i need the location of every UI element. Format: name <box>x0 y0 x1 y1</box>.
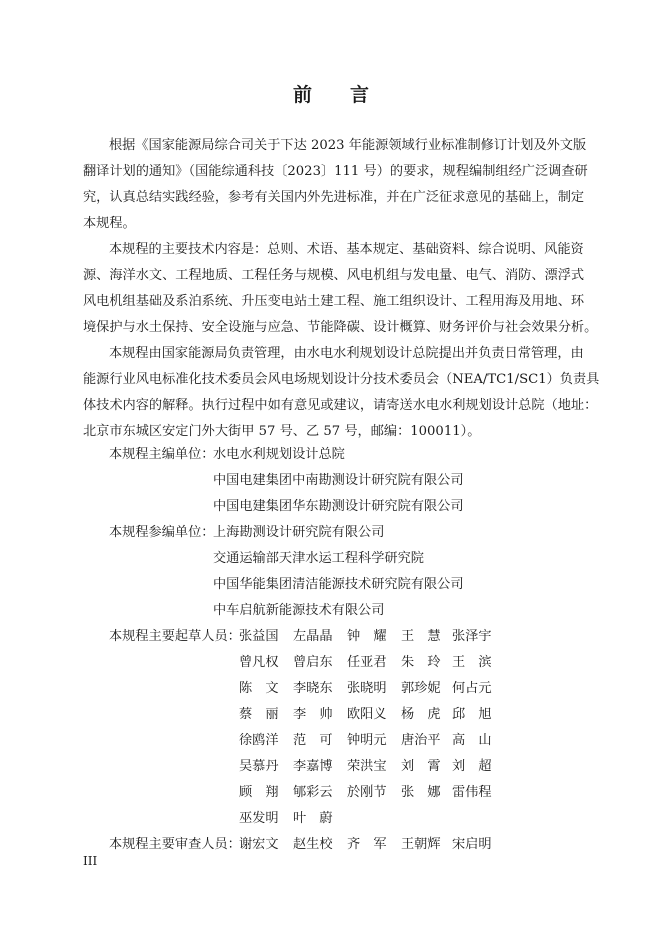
person-name: 雷伟程 <box>452 785 492 800</box>
text-line: 根据《国家能源局综合司关于下达 2023 年能源领域行业标准制修订计划及外文版 <box>109 138 587 153</box>
drafters-label: 本规程主要起草人员： <box>109 629 241 644</box>
person-name: 谢宏文 <box>239 837 279 852</box>
text-line: 本规程由国家能源局负责管理，由水电水利规划设计总院提出并负责日常管理，由 <box>109 346 584 361</box>
person-name: 吴慕丹 <box>239 759 279 774</box>
person-name: 何占元 <box>452 681 492 696</box>
reviewers-section <box>83 832 603 858</box>
person-name: 刘霄 <box>401 759 454 774</box>
page-number: III <box>83 854 98 868</box>
participating-units-label: 本规程参编单位： <box>109 525 215 540</box>
person-name: 蔡丽 <box>239 707 292 722</box>
person-name: 郭珍妮 <box>401 681 441 696</box>
chief-unit: 中国电建集团华东勘测设计研究院有限公司 <box>213 499 464 514</box>
person-name: 曾凡权 <box>239 655 279 670</box>
person-name: 李帅 <box>293 707 346 722</box>
person-name: 徐鸥洋 <box>239 733 279 748</box>
person-name: 齐军 <box>347 837 400 852</box>
person-name: 宋启明 <box>452 837 492 852</box>
drafter-row <box>83 702 603 728</box>
person-name: 张晓明 <box>347 681 387 696</box>
person-name: 唐治平 <box>401 733 441 748</box>
paragraph-basis <box>83 133 588 237</box>
paragraph-contents <box>83 237 598 341</box>
page-title <box>0 80 662 107</box>
person-name: 高山 <box>452 733 505 748</box>
reviewer-row <box>83 832 603 858</box>
drafter-row <box>83 728 603 754</box>
drafter-row <box>83 624 603 650</box>
chief-unit: 水电水利规划设计总院 <box>213 447 345 462</box>
person-name: 张益国 <box>239 629 279 644</box>
person-name: 左晶晶 <box>293 629 333 644</box>
person-name: 欧阳义 <box>347 707 387 722</box>
participating-unit: 上海勘测设计研究院有限公司 <box>213 525 385 540</box>
person-name: 杨虎 <box>401 707 454 722</box>
text-line: 本规程。 <box>83 216 136 231</box>
participating-unit: 中车启航新能源技术有限公司 <box>213 603 385 618</box>
person-name: 王朝辉 <box>401 837 441 852</box>
text-line: 体技术内容的解释。执行过程中如有意见或建议，请寄送水电水利规划设计总院（地址： <box>83 398 598 413</box>
title-char-1: 前 <box>292 84 312 106</box>
person-name: 顾翔 <box>239 785 292 800</box>
person-name: 荣洪宝 <box>347 759 387 774</box>
chief-unit: 中国电建集团中南勘测设计研究院有限公司 <box>213 473 464 488</box>
person-name: 钟耀 <box>347 629 400 644</box>
person-name: 邱旭 <box>452 707 505 722</box>
text-line: 究，认真总结实践经验，参考有关国内外先进标准，并在广泛征求意见的基础上，制定 <box>83 190 585 205</box>
person-name: 范可 <box>293 733 346 748</box>
drafter-row <box>83 676 603 702</box>
person-name: 刘超 <box>452 759 505 774</box>
person-name: 王慧 <box>401 629 454 644</box>
text-line: 源、海洋水文、工程地质、工程任务与规模、风电机组与发电量、电气、消防、漂浮式 <box>83 268 585 283</box>
person-name: 王滨 <box>452 655 505 670</box>
person-name: 陈文 <box>239 681 292 696</box>
text-line: 翻译计划的通知》（国能综通科技〔2023〕111 号）的要求，规程编制组经广泛调查研 <box>83 164 588 179</box>
person-name: 任亚君 <box>347 655 387 670</box>
preface-body <box>83 133 600 445</box>
text-line: 能源行业风电标准化技术委员会风电场规划设计分技术委员会（NEA/TC1/SC1）负责具 <box>83 372 600 387</box>
paragraph-management <box>83 341 600 445</box>
person-name: 朱玲 <box>401 655 454 670</box>
title-char-2: 言 <box>350 84 370 106</box>
drafters-section <box>83 624 603 826</box>
drafter-row <box>83 650 603 676</box>
person-name: 赵生校 <box>293 837 333 852</box>
chief-units-label: 本规程主编单位： <box>109 447 215 462</box>
person-name: 张泽宇 <box>452 629 492 644</box>
participating-unit: 中国华能集团清洁能源技术研究院有限公司 <box>213 577 464 592</box>
person-name: 李晓东 <box>293 681 333 696</box>
person-name: 郇彩云 <box>293 785 333 800</box>
drafter-row <box>83 780 603 806</box>
reviewers-label: 本规程主要审查人员： <box>109 837 241 852</box>
person-name: 钟明元 <box>347 733 387 748</box>
drafter-row <box>83 806 603 832</box>
person-name: 叶蔚 <box>293 811 346 826</box>
drafter-row <box>83 754 603 780</box>
participating-unit: 交通运输部天津水运工程科学研究院 <box>213 551 424 566</box>
text-line: 境保护与水土保持、安全设施与应急、节能降碳、设计概算、财务评价与社会效果分析。 <box>83 320 598 335</box>
person-name: 张娜 <box>401 785 454 800</box>
person-name: 曾启东 <box>293 655 333 670</box>
text-line: 北京市东城区安定门外大街甲 57 号、乙 57 号，邮编：100011）。 <box>83 424 481 439</box>
person-name: 巫发明 <box>239 811 279 826</box>
text-line: 本规程的主要技术内容是：总则、术语、基本规定、基础资料、综合说明、风能资 <box>109 242 584 257</box>
text-line: 风电机组基础及系泊系统、升压变电站土建工程、施工组织设计、工程用海及用地、环 <box>83 294 585 309</box>
person-name: 李嘉博 <box>293 759 333 774</box>
person-name: 於刚节 <box>347 785 387 800</box>
